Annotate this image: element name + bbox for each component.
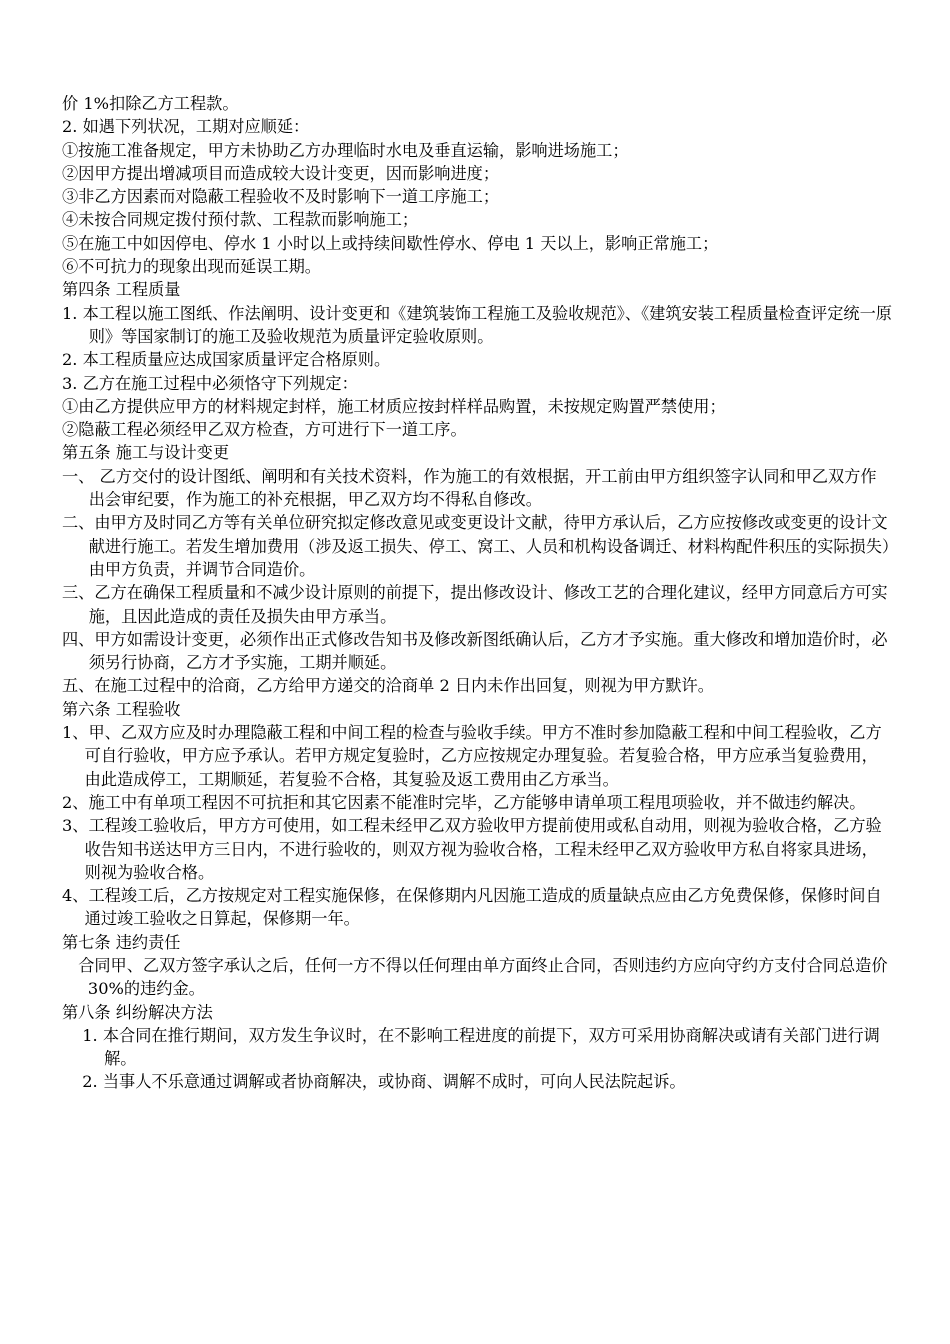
article-6-item-3: 3、工程竣工验收后，甲方方可使用，如工程未经甲乙双方验收甲方提前使用或私自动用，则视为验收合格，乙方验收告知书送达甲方三日内，不进行验收的，则双方视为验收合格，工程未经甲乙双方验收甲方私自将家具进场，则视为验收合格。 bbox=[62, 816, 882, 882]
text-line: 2. 如遇下列状况，工期对应顺延： bbox=[62, 117, 310, 137]
article-8-item-2: 2. 当事人不乐意通过调解或者协商解决，或协商、调解不成时，可向人民法院起诉。 bbox=[82, 1072, 686, 1092]
article-6-item-1: 1、甲、乙双方应及时办理隐蔽工程和中间工程的检查与验收手续。甲方不准时参加隐蔽工程和中间工程验收，乙方可自行验收，甲方应予承认。若甲方规定复验时，乙方应按规定办理复验。若复验合格，甲方应承当复验费用，由此造成停工，工期顺延，若复验不合格，其复验及返工费用由乙方承当。 bbox=[62, 723, 882, 789]
article-5-item-2: 二、由甲方及时同乙方等有关单位研究拟定修改意见或变更设计文献，待甲方承认后，乙方应按修改或变更的设计文献进行施工。若发生增加费用（涉及返工损失、停工、窝工、人员和机构设备调迁、材料构配件积压的实际损失）由甲方负责，并调节合同造价。 bbox=[62, 513, 890, 579]
text-line: ③非乙方因素而对隐蔽工程验收不及时影响下一道工序施工； bbox=[62, 187, 500, 207]
article-6-item-4: 4、工程竣工后，乙方按规定对工程实施保修，在保修期内凡因施工造成的质量缺点应由乙方免费保修，保修时间自通过竣工验收之日算起，保修期一年。 bbox=[62, 886, 882, 929]
article-4-item-3: 3. 乙方在施工过程中必须恪守下列规定： bbox=[62, 373, 358, 393]
article-5-title: 第五条 施工与设计变更 bbox=[62, 443, 230, 463]
article-6-title: 第六条 工程验收 bbox=[62, 699, 181, 719]
text-line: ⑤在施工中如因停电、停水 1 小时以上或持续间歇性停水、停电 1 天以上，影响正常施工； bbox=[62, 233, 719, 253]
article-5-item-1: 一、 乙方交付的设计图纸、阐明和有关技术资料，作为施工的有效根据，开工前由甲方组织签字认同和甲乙双方作出会审纪要，作为施工的补充根据，甲乙双方均不得私自修改。 bbox=[62, 466, 877, 510]
article-7-title: 第七条 违约责任 bbox=[62, 932, 181, 952]
article-6-item-2: 2、施工中有单项工程因不可抗拒和其它因素不能准时完毕，乙方能够申请单项工程甩项验收，并不做违约解决。 bbox=[62, 792, 866, 812]
article-5-item-4: 四、甲方如需设计变更，必须作出正式修改告知书及修改新图纸确认后，乙方才予实施。重大修改和增加造价时，必须另行协商，乙方才予实施，工期并顺延。 bbox=[62, 629, 888, 673]
article-7-paragraph: 合同甲、乙双方签字承认之后，任何一方不得以任何理由单方面终止合同，否则违约方应向守约方支付合同总造价 30%的违约金。 bbox=[78, 955, 888, 999]
article-4-item-1: 1. 本工程以施工图纸、作法阐明、设计变更和《建筑装饰工程施工及验收规范》、《建筑安装工程质量检查评定统一原则》等国家制订的施工及验收规范为质量评定验收原则。 bbox=[62, 303, 892, 346]
text-line: ④未按合同规定拨付预付款、工程款而影响施工； bbox=[62, 210, 419, 230]
text-line: ①按施工准备规定，甲方未协助乙方办理临时水电及垂直运输，影响进场施工； bbox=[62, 140, 629, 160]
article-8-item-1: 1. 本合同在推行期间，双方发生争议时，在不影响工程进度的前提下，双方可采用协商解决或请有关部门进行调解。 bbox=[82, 1025, 880, 1069]
article-4-sub-2: ②隐蔽工程必须经甲乙双方检查，方可进行下一道工序。 bbox=[62, 420, 467, 440]
article-5-item-5: 五、在施工过程中的洽商，乙方给甲方递交的洽商单 2 日内未作出回复，则视为甲方默许。 bbox=[62, 676, 714, 696]
article-4-sub-1: ①由乙方提供应甲方的材料规定封样，施工材质应按封样样品购置，未按规定购置严禁使用； bbox=[62, 396, 726, 416]
text-line: ②因甲方提出增减项目而造成较大设计变更，因而影响进度； bbox=[62, 163, 500, 183]
text-line: 价 1%扣除乙方工程款。 bbox=[62, 94, 239, 113]
text-line: ⑥不可抗力的现象出现而延误工期。 bbox=[62, 257, 321, 277]
article-4-item-2: 2. 本工程质量应达成国家质量评定合格原则。 bbox=[62, 350, 391, 370]
article-4-title: 第四条 工程质量 bbox=[62, 280, 181, 300]
article-8-title: 第八条 纠纷解决方法 bbox=[62, 1002, 213, 1022]
article-5-item-3: 三、乙方在确保工程质量和不减少设计原则的前提下，提出修改设计、修改工艺的合理化建议，经甲方同意后方可实施，且因此造成的责任及损失由甲方承当。 bbox=[62, 583, 888, 626]
